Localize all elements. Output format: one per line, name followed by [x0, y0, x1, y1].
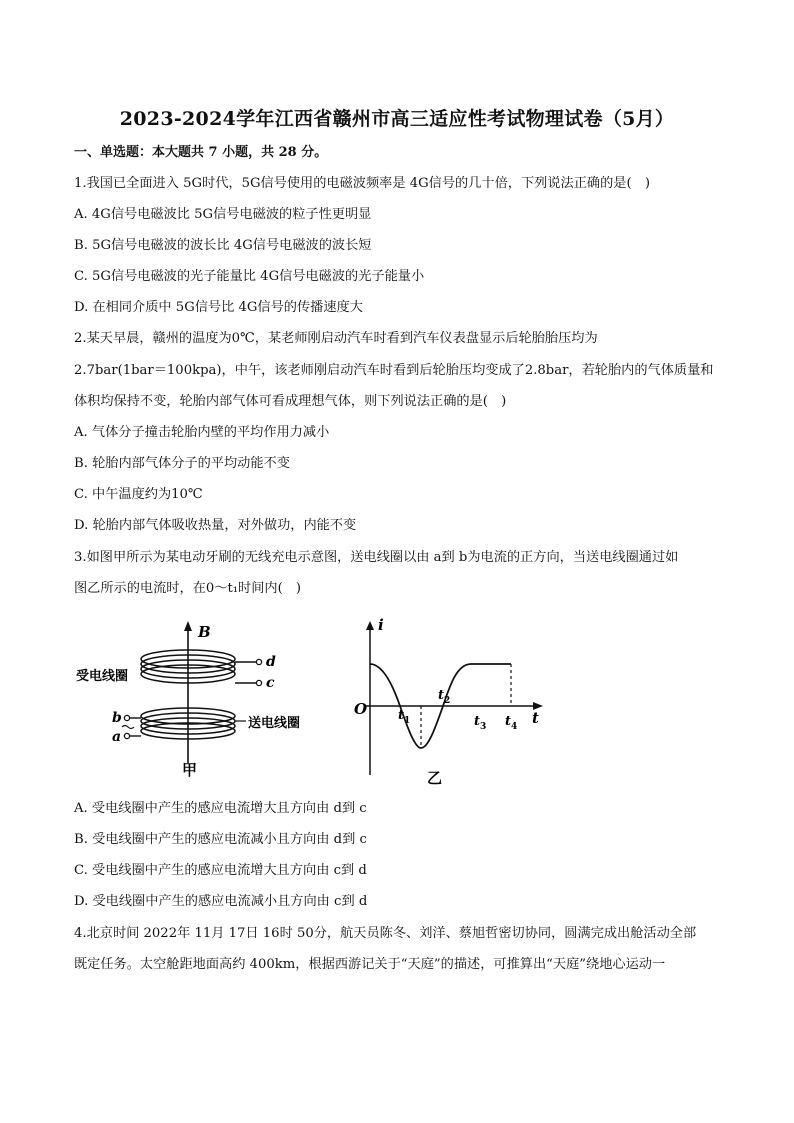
q4-stem-line2: 既定任务。太空舱距地面高约 400km，根据西游记关于“天庭”的描述，可推算出“天庭”绕地心运动一: [74, 957, 666, 972]
t2-label: t: [438, 688, 445, 703]
t4-subscript: 4: [511, 722, 518, 732]
q2-stem-line3: 体积均保持不变，轮胎内部气体可看成理想气体，则下列说法正确的是( ): [74, 394, 507, 409]
q2-stem-line2: 2.7bar(1bar＝100kpa)，中午，该老师刚启动汽车时看到后轮胎压均变成了2.8bar，若轮胎内的气体质量和: [74, 363, 714, 378]
t1-label: t: [398, 708, 405, 723]
terminal-a: [124, 733, 129, 738]
page-title: 2023-2024学年江西省赣州市高三适应性考试物理试卷（5月）: [119, 108, 675, 130]
q2-stem-line1: 2.某天早晨，赣州的温度为0℃，某老师刚启动汽车时看到汽车仪表盘显示后轮胎胎压均为: [74, 331, 598, 346]
label-a: a: [112, 729, 122, 745]
q2-option-a: A. 气体分子撞击轮胎内壁的平均作用力减小: [74, 425, 330, 440]
q1-option-a: A. 4G信号电磁波比 5G信号电磁波的粒子性更明显: [74, 207, 372, 222]
label-c: c: [266, 675, 275, 691]
terminal-d: [256, 659, 261, 664]
q1-option-d: D. 在相同介质中 5G信号比 4G信号的传播速度大: [74, 300, 363, 315]
origin-label: O: [354, 700, 368, 718]
receive-coil-label: 受电线圈: [76, 669, 129, 684]
q3-stem-line1: 3.如图甲所示为某电动牙刷的无线充电示意图，送电线圈以由 a到 b为电流的正方向，当送电线圈通过如: [74, 550, 679, 565]
t3-subscript: 3: [480, 722, 487, 732]
q4-stem-line1: 4.北京时间 2022年 11月 17日 16时 50分，航天员陈冬、刘洋、蔡旭哲密切协同，圆满完成出舱活动全部: [74, 926, 697, 941]
b-field-label: B: [198, 623, 211, 641]
t4-label: t: [505, 714, 512, 729]
terminal-c: [256, 680, 261, 685]
q2-option-d: D. 轮胎内部气体吸收热量，对外做功，内能不变: [74, 518, 357, 533]
q1-option-b: B. 5G信号电磁波的波长比 4G信号电磁波的波长短: [74, 238, 372, 253]
t-axis-label: t: [532, 709, 539, 727]
t2-subscript: 2: [444, 696, 451, 706]
q3-stem-line2: 图乙所示的电流时，在0～t₁时间内( ): [74, 581, 302, 596]
figure-jia-caption: 甲: [182, 761, 198, 779]
i-axis-label: i: [378, 616, 384, 634]
send-coil-label: 送电线圈: [248, 716, 301, 731]
figure-yi-current-graph: [350, 615, 550, 790]
section-heading: 一、单选题：本大题共 7 小题，共 28 分。: [74, 145, 328, 160]
q2-option-b: B. 轮胎内部气体分子的平均动能不变: [74, 456, 290, 471]
figure-jia-coils: [70, 615, 340, 785]
ac-symbol-icon: [122, 726, 134, 729]
figure-yi-caption: 乙: [427, 769, 443, 787]
q1-stem: 1.我国已全面进入 5G时代，5G信号使用的电磁波频率是 4G信号的几十倍，下列说法正确的是( ): [74, 176, 650, 191]
q3-option-a: A. 受电线圈中产生的感应电流增大且方向由 d到 c: [74, 801, 367, 816]
t1-subscript: 1: [404, 716, 411, 726]
send-coil: [141, 708, 235, 739]
b-axis-arrow: [184, 621, 192, 631]
label-b: b: [112, 710, 122, 726]
label-d: d: [266, 654, 276, 670]
q1-option-c: C. 5G信号电磁波的光子能量比 4G信号电磁波的光子能量小: [74, 269, 425, 284]
q2-option-c: C. 中午温度约为10℃: [74, 487, 203, 502]
t3-label: t: [474, 714, 481, 729]
terminal-b: [124, 715, 129, 720]
q3-option-c: C. 受电线圈中产生的感应电流增大且方向由 c到 d: [74, 863, 367, 878]
q3-option-b: B. 受电线圈中产生的感应电流减小且方向由 d到 c: [74, 832, 367, 847]
q3-option-d: D. 受电线圈中产生的感应电流减小且方向由 c到 d: [74, 894, 368, 909]
i-axis-arrow: [366, 621, 374, 630]
